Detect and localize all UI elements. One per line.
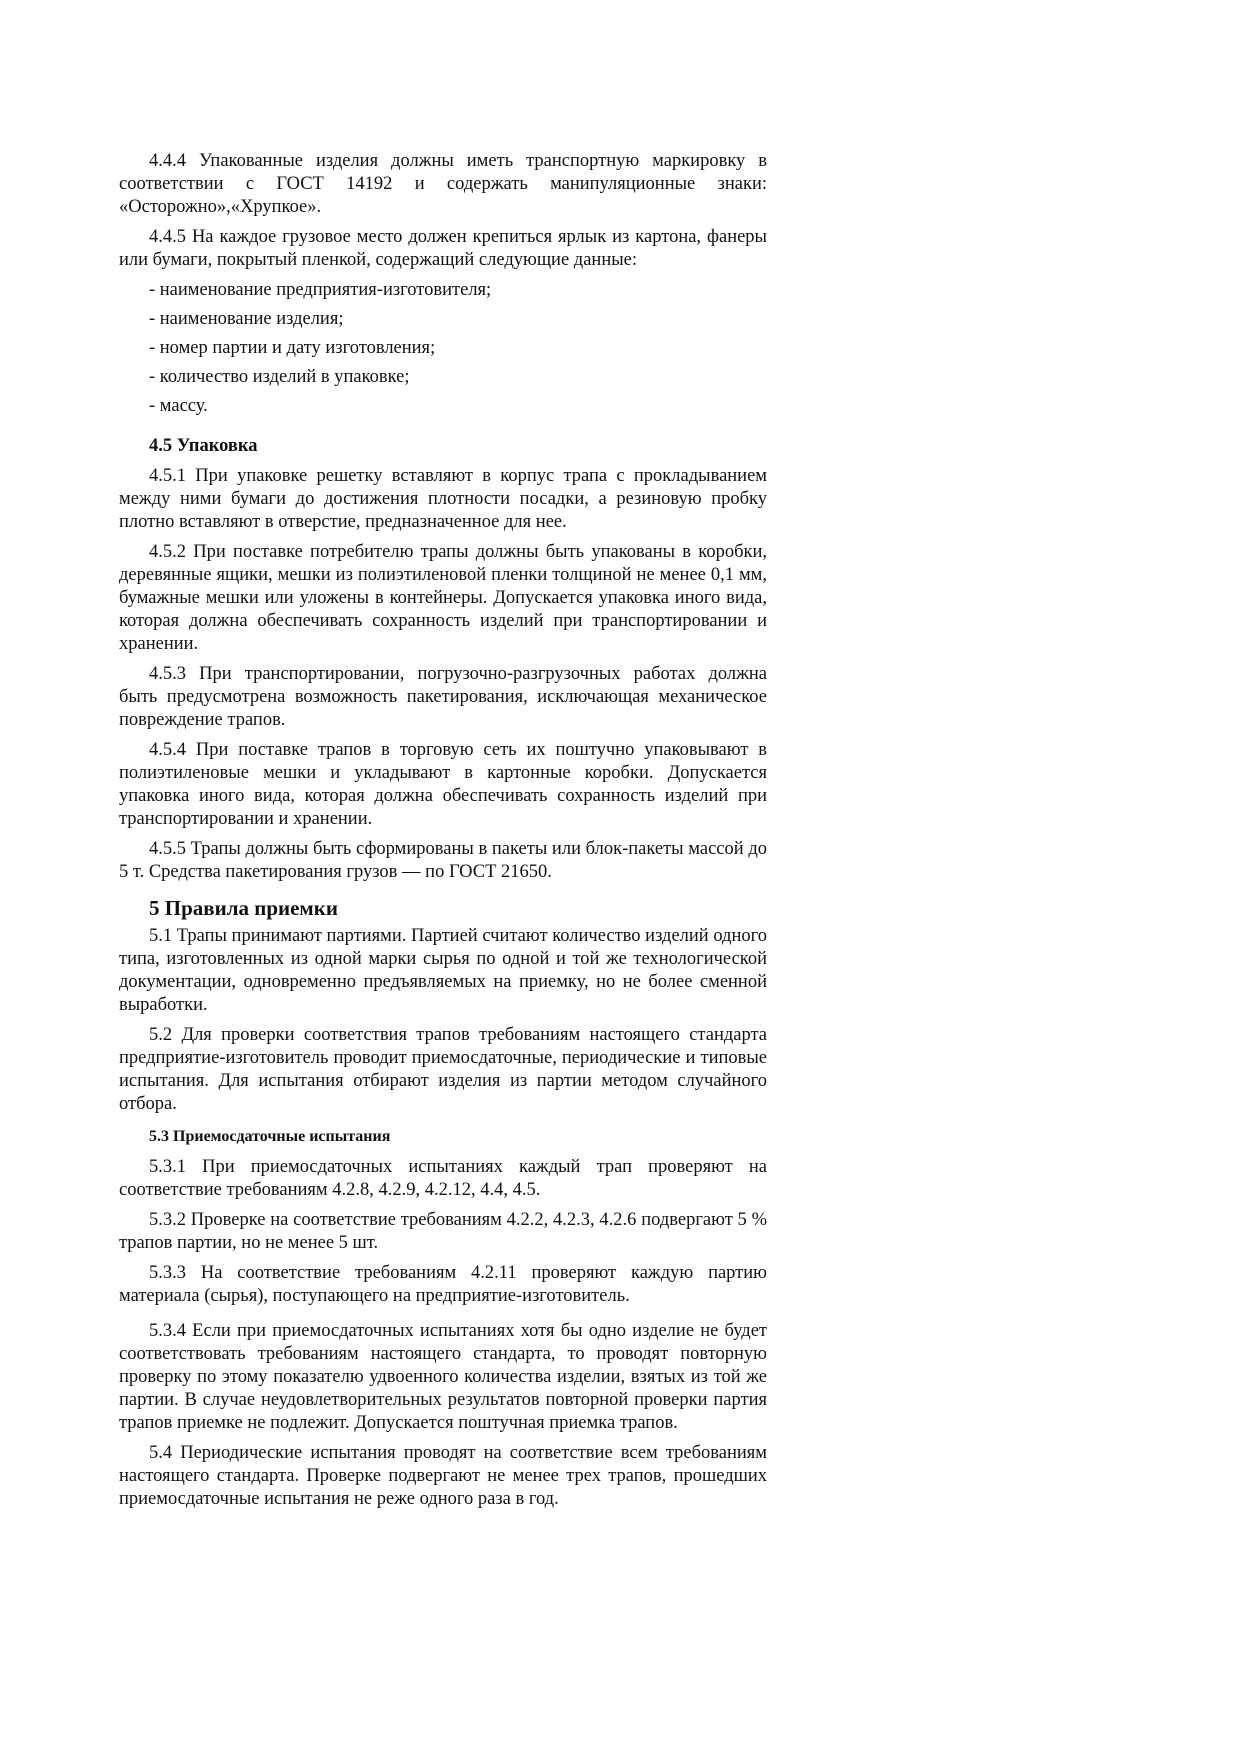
document-page: [119, 150, 767, 1518]
label-data-list: [119, 279, 767, 418]
heading-section-5: 5 Правила приемки: [149, 896, 338, 920]
list-item: - наименование предприятия-изготовителя;: [149, 280, 492, 300]
paragraph-5-2: 5.2 Для проверки соответствия трапов требованиям настоящего стандарта предприятие-изготовитель проводит приемосдаточные, периодические и типовые испытания. Для испытания отбирают изделия из партии методом случайного отбора.: [119, 1025, 767, 1114]
paragraph-4-4-5: 4.4.5 На каждое грузовое место должен крепиться ярлык из картона, фанеры или бумаги, покрытый пленкой, содержащий следующие данные:: [119, 227, 767, 270]
paragraph-4-5-5: 4.5.5 Трапы должны быть сформированы в пакеты или блок-пакеты массой до 5 т. Средства пакетирования грузов — по ГОСТ 21650.: [119, 839, 767, 882]
list-item: - наименование изделия;: [149, 309, 344, 329]
list-item: - количество изделий в упаковке;: [149, 367, 410, 387]
paragraph-4-5-2: 4.5.2 При поставке потребителю трапы должны быть упакованы в коробки, деревянные ящики, мешки из полиэтиленовой пленки толщиной не менее 0,1 мм, бумажные мешки или уложены в контейнеры. Допускается упаковка иного вида, которая должна обеспечивать сохранность изделий при транспортировании и хранении.: [119, 542, 767, 654]
paragraph-4-4-4: 4.4.4 Упакованные изделия должны иметь транспортную маркировку в соответствии с ГОСТ 14192 и содержать манипуляционные знаки: «Осторожно»,«Хрупкое».: [119, 151, 767, 217]
heading-5-3: 5.3 Приемосдаточные испытания: [149, 1128, 391, 1145]
paragraph-4-5-4: 4.5.4 При поставке трапов в торговую сеть их поштучно упаковывают в полиэтиленовые мешки и укладывают в картонные коробки. Допускается упаковка иного вида, которая должна обеспечивать сохранность изделий при транспортировании и хранении.: [119, 740, 767, 829]
list-item: - номер партии и дату изготовления;: [149, 338, 436, 358]
paragraph-4-5-1: 4.5.1 При упаковке решетку вставляют в корпус трапа с прокладыванием между ними бумаги до достижения плотности посадки, а резиновую пробку плотно вставляют в отверстие, предназначенное для нее.: [119, 466, 767, 532]
list-item: - массу.: [149, 396, 208, 416]
paragraph-5-3-4: 5.3.4 Если при приемосдаточных испытаниях хотя бы одно изделие не будет соответствовать требованиям настоящего стандарта, то проводят повторную проверку по этому показателю удвоенного количества изделии, взятых из той же партии. В случае неудовлетворительных результатов повторной проверки партия трапов приемке не подлежит. Допускается поштучная приемка трапов.: [119, 1321, 767, 1433]
paragraph-5-1: 5.1 Трапы принимают партиями. Партией считают количество изделий одного типа, изготовленных из одной марки сырья по одной и той же технологической документации, одновременно предъявляемых на приемку, но не более сменной выработки.: [119, 926, 767, 1015]
paragraph-5-4: 5.4 Периодические испытания проводят на соответствие всем требованиям настоящего стандарта. Проверке подвергают не менее трех трапов, прошедших приемосдаточные испытания не реже одного раза в год.: [119, 1443, 767, 1509]
paragraph-5-3-3: 5.3.3 На соответствие требованиям 4.2.11 проверяют каждую партию материала (сырья), поступающего на предприятие-изготовитель.: [119, 1263, 767, 1306]
paragraph-4-5-3: 4.5.3 При транспортировании, погрузочно-разгрузочных работах должна быть предусмотрена возможность пакетирования, исключающая механическое повреждение трапов.: [119, 664, 767, 730]
paragraph-5-3-1: 5.3.1 При приемосдаточных испытаниях каждый трап проверяют на соответствие требованиям 4.2.8, 4.2.9, 4.2.12, 4.4, 4.5.: [119, 1157, 767, 1200]
paragraph-5-3-2: 5.3.2 Проверке на соответствие требованиям 4.2.2, 4.2.3, 4.2.6 подвергают 5 % трапов партии, но не менее 5 шт.: [119, 1210, 767, 1253]
heading-4-5: 4.5 Упаковка: [149, 436, 258, 456]
